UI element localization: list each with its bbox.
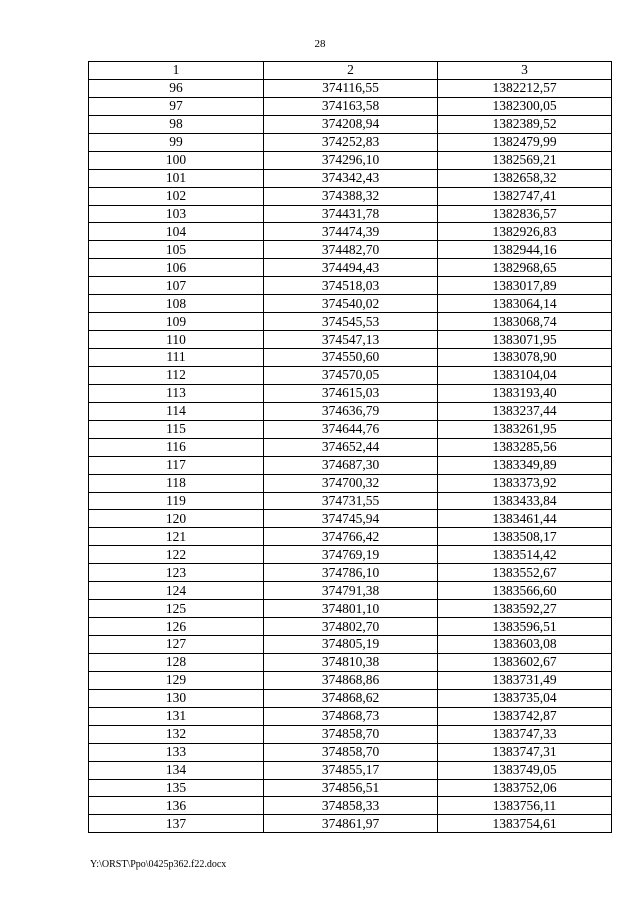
x-coordinate-cell: 374868,86 xyxy=(264,671,438,689)
x-coordinate-cell: 374296,10 xyxy=(264,151,438,169)
y-coordinate-cell: 1383017,89 xyxy=(438,277,612,295)
table-row xyxy=(89,797,612,815)
y-coordinate-cell: 1383433,84 xyxy=(438,492,612,510)
y-coordinate-cell: 1382658,32 xyxy=(438,169,612,187)
table-row xyxy=(89,528,612,546)
x-coordinate-cell: 374570,05 xyxy=(264,366,438,384)
x-coordinate-cell: 374745,94 xyxy=(264,510,438,528)
column-header: 3 xyxy=(438,62,612,80)
x-coordinate-cell: 374431,78 xyxy=(264,205,438,223)
table-row xyxy=(89,259,612,277)
y-coordinate-cell: 1383754,61 xyxy=(438,815,612,833)
column-header: 1 xyxy=(89,62,264,80)
x-coordinate-cell: 374494,43 xyxy=(264,259,438,277)
x-coordinate-cell: 374858,70 xyxy=(264,725,438,743)
point-number-cell: 105 xyxy=(89,241,264,259)
y-coordinate-cell: 1383064,14 xyxy=(438,295,612,313)
point-number-cell: 102 xyxy=(89,187,264,205)
table-row xyxy=(89,707,612,725)
x-coordinate-cell: 374858,70 xyxy=(264,743,438,761)
x-coordinate-cell: 374652,44 xyxy=(264,438,438,456)
table-row xyxy=(89,582,612,600)
point-number-cell: 133 xyxy=(89,743,264,761)
x-coordinate-cell: 374856,51 xyxy=(264,779,438,797)
x-coordinate-cell: 374786,10 xyxy=(264,564,438,582)
y-coordinate-cell: 1383237,44 xyxy=(438,402,612,420)
x-coordinate-cell: 374644,76 xyxy=(264,420,438,438)
y-coordinate-cell: 1383068,74 xyxy=(438,313,612,331)
page-number: 28 xyxy=(314,38,326,50)
table-row xyxy=(89,761,612,779)
y-coordinate-cell: 1383285,56 xyxy=(438,438,612,456)
y-coordinate-cell: 1382569,21 xyxy=(438,151,612,169)
y-coordinate-cell: 1383078,90 xyxy=(438,349,612,367)
point-number-cell: 111 xyxy=(89,349,264,367)
x-coordinate-cell: 374791,38 xyxy=(264,582,438,600)
table-body xyxy=(89,79,612,832)
point-number-cell: 134 xyxy=(89,761,264,779)
x-coordinate-cell: 374801,10 xyxy=(264,600,438,618)
point-number-cell: 118 xyxy=(89,474,264,492)
point-number-cell: 106 xyxy=(89,259,264,277)
y-coordinate-cell: 1383104,04 xyxy=(438,366,612,384)
table-row xyxy=(89,366,612,384)
point-number-cell: 96 xyxy=(89,79,264,97)
x-coordinate-cell: 374615,03 xyxy=(264,384,438,402)
y-coordinate-cell: 1383461,44 xyxy=(438,510,612,528)
point-number-cell: 119 xyxy=(89,492,264,510)
x-coordinate-cell: 374545,53 xyxy=(264,313,438,331)
x-coordinate-cell: 374342,43 xyxy=(264,169,438,187)
x-coordinate-cell: 374855,17 xyxy=(264,761,438,779)
point-number-cell: 135 xyxy=(89,779,264,797)
table-row xyxy=(89,636,612,654)
y-coordinate-cell: 1383514,42 xyxy=(438,546,612,564)
y-coordinate-cell: 1383756,11 xyxy=(438,797,612,815)
x-coordinate-cell: 374769,19 xyxy=(264,546,438,564)
y-coordinate-cell: 1383747,31 xyxy=(438,743,612,761)
y-coordinate-cell: 1383731,49 xyxy=(438,671,612,689)
table-header-row xyxy=(89,62,612,80)
x-coordinate-cell: 374474,39 xyxy=(264,223,438,241)
x-coordinate-cell: 374550,60 xyxy=(264,349,438,367)
table-row xyxy=(89,564,612,582)
table-row xyxy=(89,779,612,797)
y-coordinate-cell: 1383592,27 xyxy=(438,600,612,618)
x-coordinate-cell: 374868,73 xyxy=(264,707,438,725)
table-row xyxy=(89,438,612,456)
table-row xyxy=(89,313,612,331)
point-number-cell: 113 xyxy=(89,384,264,402)
x-coordinate-cell: 374868,62 xyxy=(264,689,438,707)
point-number-cell: 104 xyxy=(89,223,264,241)
table-row xyxy=(89,725,612,743)
point-number-cell: 124 xyxy=(89,582,264,600)
x-coordinate-cell: 374687,30 xyxy=(264,456,438,474)
point-number-cell: 100 xyxy=(89,151,264,169)
table-row xyxy=(89,474,612,492)
x-coordinate-cell: 374208,94 xyxy=(264,115,438,133)
point-number-cell: 99 xyxy=(89,133,264,151)
y-coordinate-cell: 1383193,40 xyxy=(438,384,612,402)
x-coordinate-cell: 374805,19 xyxy=(264,636,438,654)
x-coordinate-cell: 374731,55 xyxy=(264,492,438,510)
point-number-cell: 110 xyxy=(89,331,264,349)
point-number-cell: 132 xyxy=(89,725,264,743)
point-number-cell: 129 xyxy=(89,671,264,689)
table-row xyxy=(89,205,612,223)
x-coordinate-cell: 374540,02 xyxy=(264,295,438,313)
point-number-cell: 123 xyxy=(89,564,264,582)
table-row xyxy=(89,653,612,671)
point-number-cell: 112 xyxy=(89,366,264,384)
table-row xyxy=(89,169,612,187)
y-coordinate-cell: 1383566,60 xyxy=(438,582,612,600)
point-number-cell: 116 xyxy=(89,438,264,456)
table-row xyxy=(89,689,612,707)
point-number-cell: 130 xyxy=(89,689,264,707)
x-coordinate-cell: 374482,70 xyxy=(264,241,438,259)
point-number-cell: 108 xyxy=(89,295,264,313)
point-number-cell: 126 xyxy=(89,618,264,636)
y-coordinate-cell: 1382944,16 xyxy=(438,241,612,259)
point-number-cell: 117 xyxy=(89,456,264,474)
y-coordinate-cell: 1383749,05 xyxy=(438,761,612,779)
point-number-cell: 121 xyxy=(89,528,264,546)
x-coordinate-cell: 374116,55 xyxy=(264,79,438,97)
y-coordinate-cell: 1382479,99 xyxy=(438,133,612,151)
y-coordinate-cell: 1382926,83 xyxy=(438,223,612,241)
table-row xyxy=(89,546,612,564)
point-number-cell: 136 xyxy=(89,797,264,815)
x-coordinate-cell: 374810,38 xyxy=(264,653,438,671)
y-coordinate-cell: 1382836,57 xyxy=(438,205,612,223)
y-coordinate-cell: 1383508,17 xyxy=(438,528,612,546)
y-coordinate-cell: 1382389,52 xyxy=(438,115,612,133)
point-number-cell: 97 xyxy=(89,97,264,115)
y-coordinate-cell: 1383602,67 xyxy=(438,653,612,671)
point-number-cell: 109 xyxy=(89,313,264,331)
x-coordinate-cell: 374252,83 xyxy=(264,133,438,151)
x-coordinate-cell: 374700,32 xyxy=(264,474,438,492)
table-row xyxy=(89,151,612,169)
column-header: 2 xyxy=(264,62,438,80)
table-row xyxy=(89,349,612,367)
x-coordinate-cell: 374802,70 xyxy=(264,618,438,636)
y-coordinate-cell: 1382968,65 xyxy=(438,259,612,277)
y-coordinate-cell: 1383752,06 xyxy=(438,779,612,797)
table-row xyxy=(89,115,612,133)
y-coordinate-cell: 1383596,51 xyxy=(438,618,612,636)
table-row xyxy=(89,815,612,833)
point-number-cell: 103 xyxy=(89,205,264,223)
y-coordinate-cell: 1383747,33 xyxy=(438,725,612,743)
y-coordinate-cell: 1383552,67 xyxy=(438,564,612,582)
table-row xyxy=(89,331,612,349)
table-row xyxy=(89,241,612,259)
table-row xyxy=(89,97,612,115)
table-row xyxy=(89,402,612,420)
point-number-cell: 137 xyxy=(89,815,264,833)
point-number-cell: 114 xyxy=(89,402,264,420)
table-row xyxy=(89,133,612,151)
table-row xyxy=(89,600,612,618)
y-coordinate-cell: 1383349,89 xyxy=(438,456,612,474)
y-coordinate-cell: 1383373,92 xyxy=(438,474,612,492)
coordinates-table xyxy=(88,61,612,833)
y-coordinate-cell: 1382212,57 xyxy=(438,79,612,97)
y-coordinate-cell: 1383071,95 xyxy=(438,331,612,349)
table-row xyxy=(89,420,612,438)
point-number-cell: 98 xyxy=(89,115,264,133)
point-number-cell: 101 xyxy=(89,169,264,187)
y-coordinate-cell: 1382300,05 xyxy=(438,97,612,115)
x-coordinate-cell: 374518,03 xyxy=(264,277,438,295)
x-coordinate-cell: 374388,32 xyxy=(264,187,438,205)
table-row xyxy=(89,187,612,205)
table-row xyxy=(89,671,612,689)
point-number-cell: 125 xyxy=(89,600,264,618)
point-number-cell: 127 xyxy=(89,636,264,654)
x-coordinate-cell: 374858,33 xyxy=(264,797,438,815)
point-number-cell: 107 xyxy=(89,277,264,295)
y-coordinate-cell: 1382747,41 xyxy=(438,187,612,205)
y-coordinate-cell: 1383261,95 xyxy=(438,420,612,438)
x-coordinate-cell: 374861,97 xyxy=(264,815,438,833)
table-row xyxy=(89,456,612,474)
table-row xyxy=(89,79,612,97)
point-number-cell: 120 xyxy=(89,510,264,528)
table-row xyxy=(89,384,612,402)
table-row xyxy=(89,295,612,313)
y-coordinate-cell: 1383603,08 xyxy=(438,636,612,654)
point-number-cell: 128 xyxy=(89,653,264,671)
point-number-cell: 122 xyxy=(89,546,264,564)
table-row xyxy=(89,223,612,241)
x-coordinate-cell: 374547,13 xyxy=(264,331,438,349)
y-coordinate-cell: 1383742,87 xyxy=(438,707,612,725)
x-coordinate-cell: 374636,79 xyxy=(264,402,438,420)
point-number-cell: 115 xyxy=(89,420,264,438)
table-row xyxy=(89,510,612,528)
table-row xyxy=(89,492,612,510)
table-row xyxy=(89,277,612,295)
x-coordinate-cell: 374163,58 xyxy=(264,97,438,115)
y-coordinate-cell: 1383735,04 xyxy=(438,689,612,707)
x-coordinate-cell: 374766,42 xyxy=(264,528,438,546)
table-row xyxy=(89,618,612,636)
footer-file-path: Y:\ORST\Ppo\0425p362.f22.docx xyxy=(90,859,227,870)
coordinates-table-container xyxy=(88,61,611,833)
point-number-cell: 131 xyxy=(89,707,264,725)
table-row xyxy=(89,743,612,761)
